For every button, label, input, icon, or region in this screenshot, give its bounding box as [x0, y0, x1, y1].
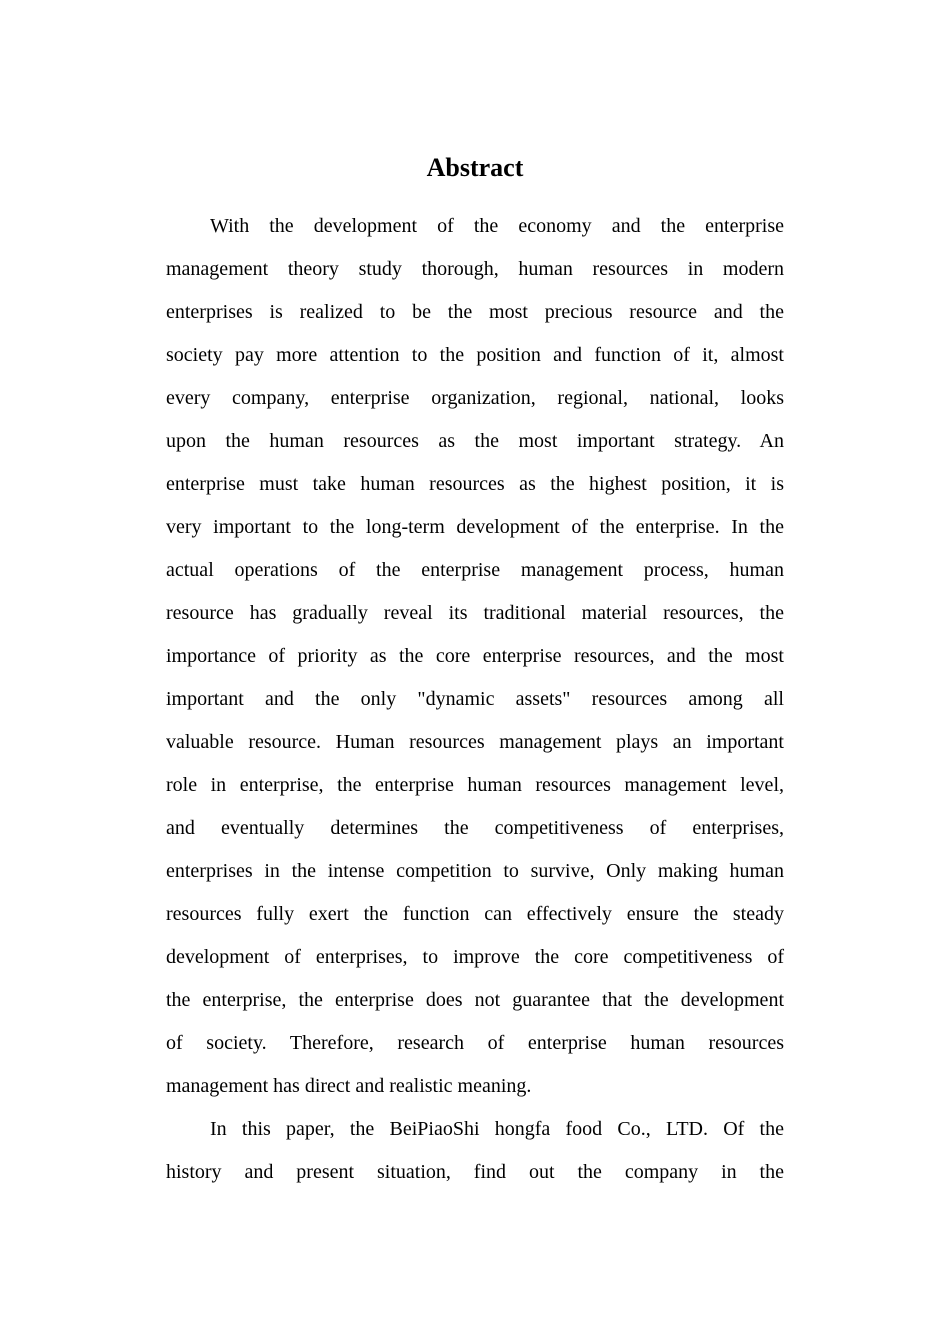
paragraph-1 [166, 205, 784, 1108]
text-line: of society. Therefore, research of enterprise human resources [166, 1032, 784, 1054]
text-line: resource has gradually reveal its traditional material resources, the [166, 602, 784, 624]
text-line: actual operations of the enterprise management process, human [166, 559, 784, 581]
text-line: upon the human resources as the most important strategy. An [166, 430, 784, 452]
text-line: role in enterprise, the enterprise human resources management level, [166, 774, 784, 796]
text-line: management theory study thorough, human resources in modern [166, 258, 784, 280]
text-line: society pay more attention to the position and function of it, almost [166, 344, 784, 366]
text-line: very important to the long-term development of the enterprise. In the [166, 516, 784, 538]
text-line: every company, enterprise organization, regional, national, looks [166, 387, 784, 409]
text-line: enterprises in the intense competition to survive, Only making human [166, 860, 784, 882]
text-line: resources fully exert the function can effectively ensure the steady [166, 903, 784, 925]
text-line: importance of priority as the core enterprise resources, and the most [166, 645, 784, 667]
paragraph-2 [166, 1108, 784, 1194]
text-line: With the development of the economy and the enterprise [210, 215, 784, 237]
abstract-body [166, 205, 784, 1194]
abstract-title: Abstract [426, 153, 524, 182]
text-line: enterprise must take human resources as the highest position, it is [166, 473, 784, 495]
text-line: history and present situation, find out the company in the [166, 1161, 784, 1183]
text-line: enterprises is realized to be the most precious resource and the [166, 301, 784, 323]
text-line: In this paper, the BeiPiaoShi hongfa food Co., LTD. Of the [210, 1118, 784, 1140]
text-line: development of enterprises, to improve the core competitiveness of [166, 946, 784, 968]
text-line: management has direct and realistic meaning. [166, 1075, 532, 1097]
text-line: and eventually determines the competitiveness of enterprises, [166, 817, 784, 839]
text-line: the enterprise, the enterprise does not guarantee that the development [166, 989, 784, 1011]
text-line: important and the only "dynamic assets" resources among all [166, 688, 784, 710]
text-line: valuable resource. Human resources management plays an important [166, 731, 784, 753]
